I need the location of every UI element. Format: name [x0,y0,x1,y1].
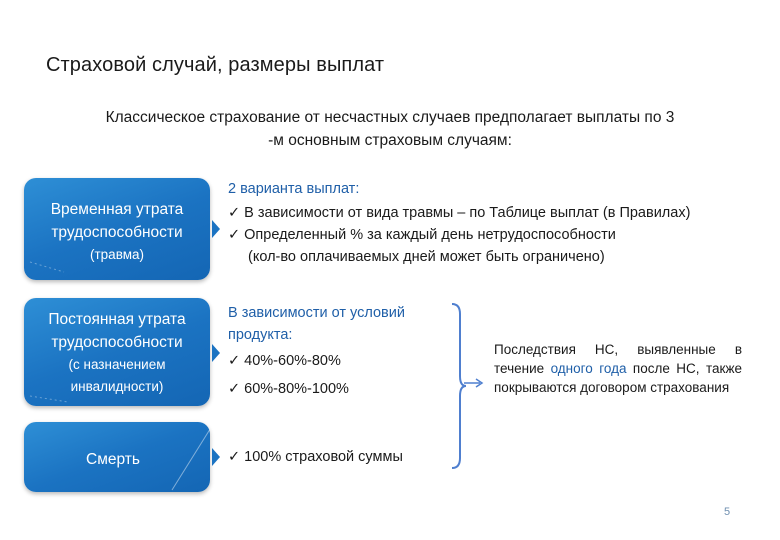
subtitle-line-2: -м основным страховым случаям: [268,132,512,149]
check-icon: ✓ [228,449,241,465]
case-box-death [24,422,210,492]
case-2-line-4: инвалидности) [70,379,164,394]
case-2-line-3: (с назначением [68,357,166,372]
case-1-line-1: Временная утрата [50,201,184,218]
permanent-item-1-text: 40%-60%-80% [244,353,341,369]
permanent-item-2 [228,378,405,400]
case-box-temporary-disability [24,178,210,280]
consequence-highlight: одного года [550,361,627,376]
check-icon: ✓ [228,353,241,369]
consequence-note [494,340,742,397]
consequence-text-after: после НС, также покрываются договором страхования [494,361,742,395]
permanent-item-1 [228,350,405,372]
death-details [228,446,403,468]
death-item-1-text: 100% страховой суммы [244,449,403,465]
temporary-item-1-text: В зависимости от вида травмы – по Таблице выплат (в Правилах) [244,205,691,221]
arrow-temporary [212,220,220,238]
consequence-text-before: Последствия НС, выявленные в течение [494,342,742,376]
slide-subtitle [40,106,740,152]
arrow-right-icon [464,376,486,390]
case-1-line-3: (травма) [90,247,144,262]
temporary-item-2 [228,224,690,246]
temporary-item-1 [228,202,690,224]
case-box-permanent-disability [24,298,210,406]
permanent-heading-line-2: продукта: [228,327,293,343]
case-3-line-1: Смерть [86,451,140,468]
arrow-permanent [212,344,220,362]
check-icon: ✓ [228,205,241,221]
death-item-1 [228,446,403,468]
permanent-details [228,302,405,400]
temporary-details [228,178,690,268]
case-2-line-1: Постоянная утрата [48,311,186,328]
check-icon: ✓ [228,227,241,243]
case-1-line-2: трудоспособности [51,224,183,241]
subtitle-line-1: Классическое страхование от несчастных случаев предполагает выплаты по 3 [105,109,675,126]
temporary-item-2-note: (кол-во оплачиваемых дней может быть ограничено) [248,249,605,265]
slide-title: Страховой случай, размеры выплат [46,54,385,76]
check-icon: ✓ [228,381,241,397]
permanent-heading-line-1: В зависимости от условий [228,305,405,321]
page-number: 5 [724,506,731,518]
arrow-death [212,448,220,466]
permanent-item-2-text: 60%-80%-100% [244,381,349,397]
temporary-item-2-text: Определенный % за каждый день нетрудоспособности [244,227,616,243]
case-2-line-2: трудоспособности [51,334,183,351]
temporary-heading: 2 варианта выплат: [228,181,360,197]
